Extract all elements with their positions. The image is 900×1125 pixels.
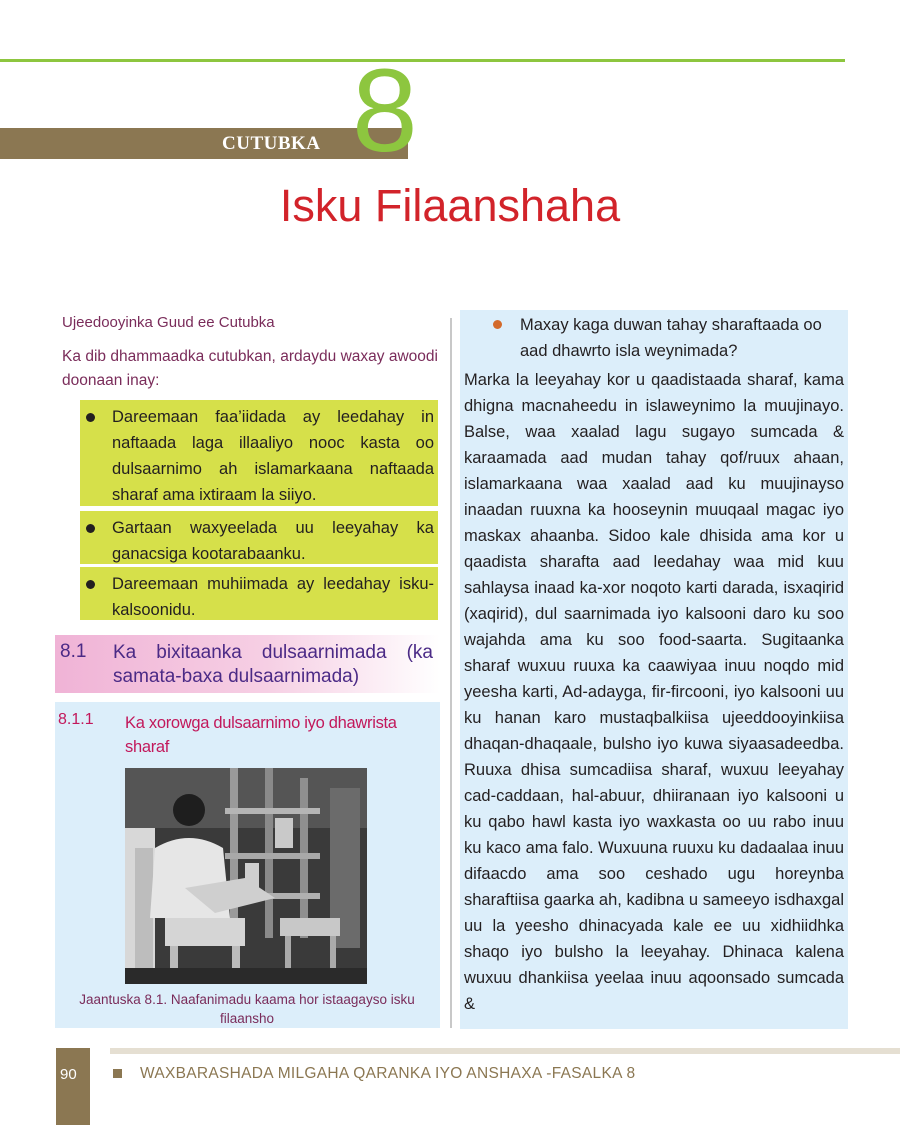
subsection-title: Ka xorowga dulsaarnimo iyo dhawrista sharaf bbox=[125, 714, 397, 756]
section-number: 8.1 bbox=[60, 641, 87, 662]
chapter-label: CUTUBKA bbox=[222, 133, 321, 154]
top-green-rule bbox=[0, 59, 845, 62]
page-number: 90 bbox=[60, 1066, 77, 1083]
question-text: Maxay kaga duwan tahay sharaftaada oo aad dhawrto isla weynimada? bbox=[520, 316, 822, 360]
objectives-intro: Ka dib dhammaadka cutubkan, ardaydu waxay awoodi doonaan inay: bbox=[62, 348, 438, 389]
bullet-icon bbox=[86, 580, 95, 589]
objective-text: Gartaan waxyeelada uu leeyahay ka ganacsiga kootarabaanku. bbox=[112, 519, 434, 563]
bullet-icon bbox=[493, 320, 502, 329]
bullet-icon bbox=[86, 524, 95, 533]
objective-item bbox=[80, 400, 438, 506]
square-bullet-icon bbox=[113, 1069, 122, 1078]
objective-text: Dareemaan faa’iidada ay leedahay in naftaada laga illaaliyo nooc kasta oo dulsaarnimo ah islamarkaana naftaada sharaf ama ixtiraam la siiyo. bbox=[112, 408, 434, 504]
chapter-title: Isku Filaanshaha bbox=[279, 180, 621, 231]
workshop-photo-illustration bbox=[125, 768, 367, 984]
chapter-number: 8 bbox=[352, 45, 418, 177]
objectives-heading: Ujeedooyinka Guud ee Cutubka bbox=[62, 314, 275, 331]
objective-item bbox=[80, 511, 438, 564]
running-title: WAXBARASHADA MILGAHA QARANKA IYO ANSHAXA -FASALKA 8 bbox=[140, 1065, 636, 1082]
page-number-box bbox=[56, 1048, 90, 1125]
figure-caption: Jaantuska 8.1. Naafanimadu kaama hor istaagayso isku filaansho bbox=[79, 992, 415, 1026]
body-paragraph: Marka la leeyahay kor u qaadistaada sharaf, kama dhigna macnaheedu in islaweynimo la muujinayo. Balse, waa xaalad lagu sugayo sumcada & karaamada aad mudan tahay qof/ruux ahaan, islamarkaana waa xaalad aad ku muujinayso inaadan ruuxna ka hooseynin muuqaal magac iyo maskax ahaanba. Sidoo kale dhisida ama kor u qaadista sharafta aad leedahay waa mid kuu sahlaysa inaad ka-xor noqoto karti darada, isxaqirid (xaqirid), dul saarnimada iyo kalsooni daro ku soo wajahda ama ku soo food-saarta. Sugitaanka sharaf wuxuu ruuxa ka caawiyaa inuu noqdo mid yeesha karti, Ad-adayga, fir-fircooni, iyo kalsooni uu ku hanan karo mustaqbalkiisa ujeeddooyinkiisa dhaqan-dhaqaale, bulsho iyo kuwa siyaasadeedba. Ruuxa dhisa sumcadiisa sharaf, wuxuu leeyahay cad-caddaan, hal-abuur, dhiiranaan iyo kalsooni u ku qabo hawl kasta iyo waxkasta oo uu rabo inuu ku kaco ama falo. Wuxuuna ruuxu ku dadaalaa inuu difaacdo ama soo ceshado ugu horeynba sharaftiisa gaarka ah, kadibna u sameeyo isdhaxgal uu la yeesho dhinacyada kale ee uu xidhiidhka shaqo iyo bulsho la leeyahay. Dhinaca kalena wuxuu dhankiisa yeelaa inuu aqoonsado sumcada & bbox=[464, 371, 844, 1013]
bullet-icon bbox=[86, 413, 95, 422]
figure-photo bbox=[125, 768, 367, 984]
section-title: Ka bixitaanka dulsaarnimada (ka samata-baxa dulsaarnimada) bbox=[113, 642, 433, 687]
footer-rule bbox=[110, 1048, 900, 1054]
chapter-band bbox=[0, 128, 408, 159]
objective-text: Dareemaan muhiimada ay leedahay isku-kalsoonidu. bbox=[112, 575, 434, 619]
subsection-number: 8.1.1 bbox=[58, 711, 94, 728]
objective-item bbox=[80, 567, 438, 620]
column-divider bbox=[450, 318, 452, 1028]
